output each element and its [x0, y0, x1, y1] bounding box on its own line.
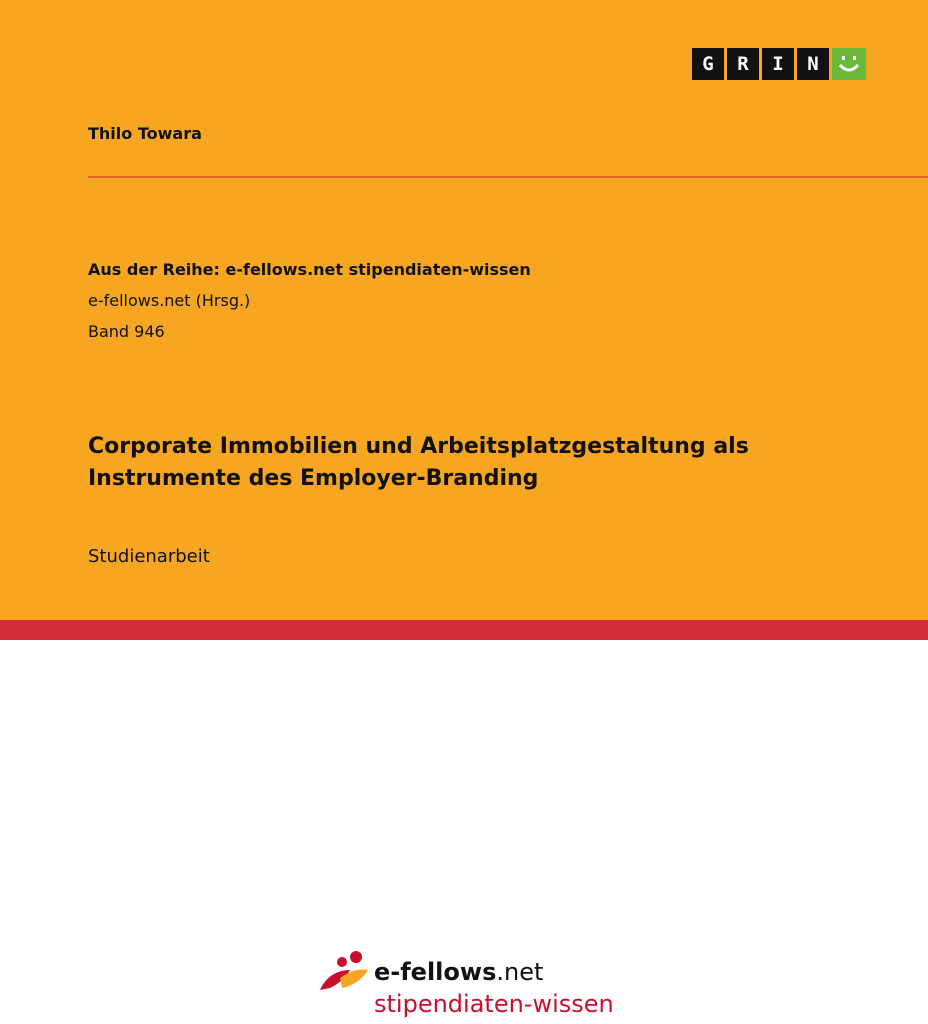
e-fellows-tld: .net [496, 958, 544, 986]
series-title: Aus der Reihe: e-fellows.net stipendiaten-wissen [88, 260, 531, 279]
cover-red-band [0, 620, 928, 640]
e-fellows-tagline: stipendiaten-wissen [374, 990, 614, 1018]
series-editor: e-fellows.net (Hrsg.) [88, 291, 251, 310]
grin-letter-n: N [797, 48, 829, 80]
e-fellows-figure-icon [316, 948, 372, 998]
author-name: Thilo Towara [88, 124, 202, 143]
series-volume: Band 946 [88, 322, 165, 341]
book-title [88, 431, 888, 495]
smiley-icon [832, 48, 866, 80]
e-fellows-brand: e-fellows [374, 958, 497, 986]
book-title-line-2: Instrumente des Employer-Branding [88, 466, 539, 491]
book-title-line-1: Corporate Immobilien und Arbeitsplatzgestaltung als [88, 434, 749, 459]
grin-letter-r: R [727, 48, 759, 80]
divider-line [88, 176, 928, 178]
document-type: Studienarbeit [88, 546, 210, 567]
series-info [88, 254, 531, 347]
grin-letter-g: G [692, 48, 724, 80]
e-fellows-logo [316, 944, 636, 1022]
grin-letter-i: I [762, 48, 794, 80]
grin-logo [692, 48, 866, 80]
e-fellows-wordmark [374, 958, 543, 986]
